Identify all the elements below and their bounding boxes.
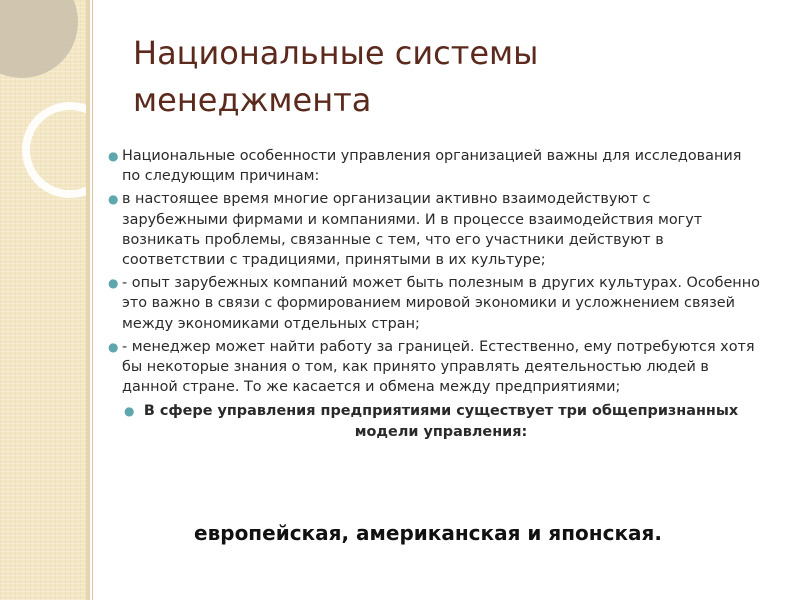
bullet-conclusion [108,401,760,441]
models-list: европейская, американская и японская. [194,521,662,545]
title-line-2: менеджмента [133,81,372,119]
sidebar-edge [86,0,90,600]
bullet-reason-3 [108,337,760,398]
decorative-disc [0,0,78,78]
decorative-circles [0,0,90,600]
bullet-dot-icon: ● [108,339,119,354]
conclusion-text: В сфере управления предприятиями существует три общепризнанных модели управления: [143,403,739,440]
bullet-reason-2 [108,273,760,334]
bullet-text: - опыт зарубежных компаний может быть полезным в других культурах. Особенно это важно в связи с формированием мировой экономики и усложнением связей между экономиками отдельных стран; [122,275,760,332]
slide-body [108,146,760,445]
bullet-reason-1 [108,189,760,270]
bullet-dot-icon: ● [108,192,119,207]
slide-title [133,30,773,124]
bullet-intro [108,146,760,186]
decorative-ring [26,106,90,194]
sidebar-divider [92,0,93,600]
bullet-text: - менеджер может найти работу за границей. Естественно, ему потребуются хотя бы некоторые знания о том, как принято управлять деятельностью людей в данной стране. То же касается и обмена между предприятиями; [122,338,755,396]
bullet-text: в настоящее время многие организации активно взаимодействуют с зарубежными фирмами и компаниями. И в процессе взаимодействия могут возникать проблемы, связанные с тем, что его участники действуют в соответствии с традициями, принятыми в их культуре; [122,191,703,269]
decorative-sidebar [0,0,90,600]
bullet-dot-icon: ● [124,404,135,419]
bullet-dot-icon: ● [108,149,119,163]
bullet-dot-icon: ● [108,276,119,291]
title-line-1: Национальные системы [133,34,539,72]
bullet-text: Национальные особенности управления организацией важны для исследования по следующим причинам: [122,148,742,185]
